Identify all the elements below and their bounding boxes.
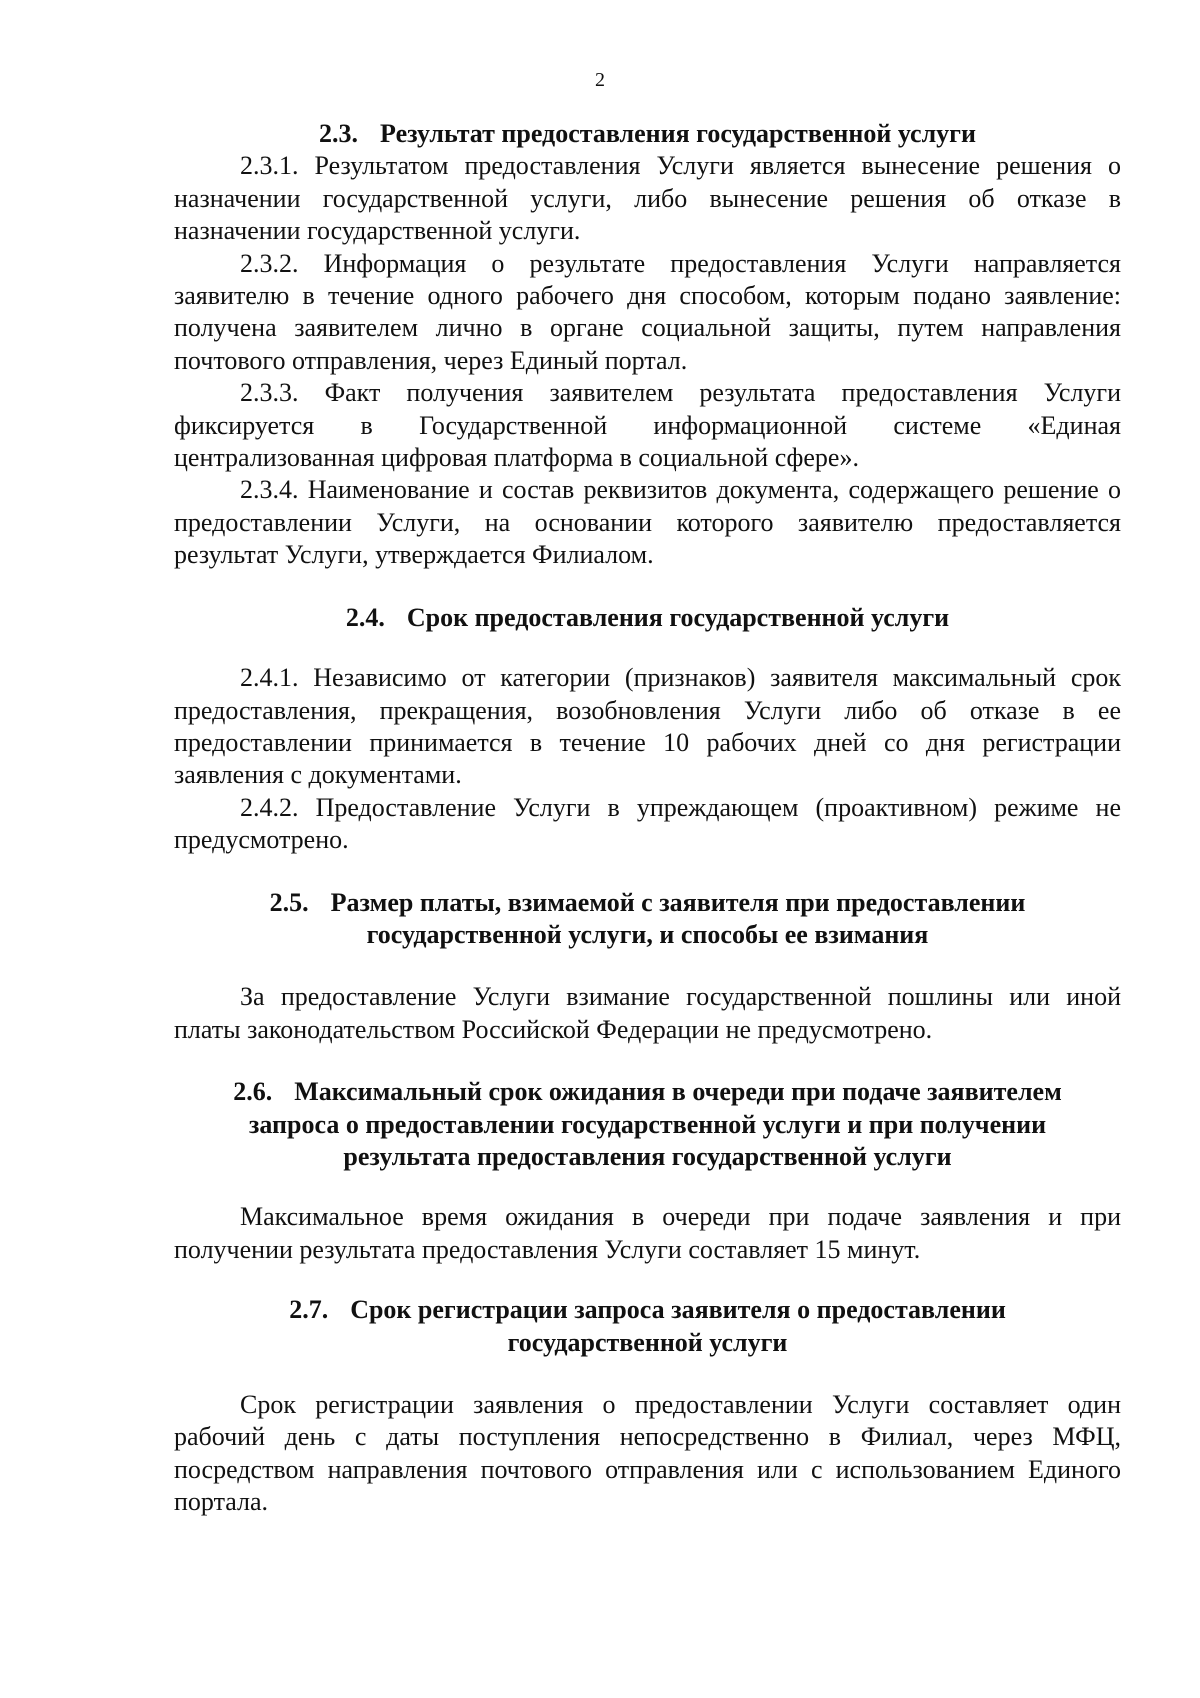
- section-number: 2.6.: [233, 1077, 273, 1107]
- section-number: 2.5.: [269, 887, 309, 917]
- section-title-line-1: Срок регистрации запроса заявителя о предоставлении: [350, 1295, 1006, 1325]
- section-heading: [174, 1294, 1121, 1326]
- paragraph: 2.3.4. Наименование и состав реквизитов документа, содержащего решение о предоставлении Услуги, на основании которого заявителю предоставляется результат Услуги, утверждается Филиалом.: [174, 475, 1121, 570]
- paragraph: Максимальное время ожидания в очереди при подаче заявления и при получении результата предоставления Услуги составляет 15 минут.: [174, 1202, 1121, 1264]
- paragraph: 2.3.1. Результатом предоставления Услуги является вынесение решения о назначении государственной услуги, либо вынесение решения об отказе в назначении государственной услуги.: [174, 151, 1121, 246]
- section-title-line-2: государственной услуги, и способы ее взимания: [366, 919, 929, 949]
- paragraph: Срок регистрации заявления о предоставлении Услуги составляет один рабочий день с даты поступления непосредственно в Филиал, через МФЦ, посредством направления почтового отправления или с использованием Единого портала.: [174, 1390, 1121, 1517]
- paragraph: 2.4.1. Независимо от категории (признаков) заявителя максимальный срок предоставления, прекращения, возобновления Услуги либо об отказе в ее предоставлении принимается в течение 10 рабочих дней со дня регистрации заявления с документами.: [174, 663, 1121, 790]
- section-heading: [174, 118, 1121, 150]
- document-body: [174, 118, 1121, 1519]
- section-2-4: [174, 602, 1121, 857]
- paragraph: За предоставление Услуги взимание государственной пошлины или иной платы законодательством Российской Федерации не предусмотрено.: [174, 982, 1121, 1044]
- section-number: 2.4.: [345, 602, 385, 632]
- section-heading: [174, 602, 1121, 634]
- page-number: 2: [595, 69, 605, 91]
- section-heading: [174, 887, 1121, 919]
- section-2-7: [174, 1294, 1121, 1518]
- section-number: 2.3.: [319, 119, 359, 148]
- paragraph: 2.4.2. Предоставление Услуги в упреждающем (проактивном) режиме не предусмотрено.: [174, 792, 1121, 855]
- section-title-line-1: Максимальный срок ожидания в очереди при подаче заявителем: [294, 1077, 1062, 1107]
- section-title-line-1: Размер платы, взимаемой с заявителя при предоставлении: [330, 887, 1026, 917]
- section-number: 2.7.: [289, 1295, 329, 1325]
- paragraph: 2.3.3. Факт получения заявителем результата предоставления Услуги фиксируется в Государственной информационной системе «Единая централизованная цифровая платформа в социальной сфере».: [174, 378, 1121, 473]
- paragraph: 2.3.2. Информация о результате предоставления Услуги направляется заявителю в течение одного рабочего дня способом, которым подано заявление: получена заявителем лично в органе социальной защиты, путем направления почтового отправления, через Единый портал.: [174, 248, 1121, 375]
- section-title-line-2: запроса о предоставлении государственной услуги и при получении: [248, 1109, 1047, 1139]
- section-2-6: [174, 1076, 1121, 1266]
- section-title: Результат предоставления государственной услуги: [380, 119, 976, 148]
- section-2-5: [174, 887, 1121, 1047]
- section-heading: [174, 1076, 1121, 1108]
- section-title-line-3: результата предоставления государственной услуги: [343, 1141, 952, 1171]
- section-2-3: [174, 118, 1121, 572]
- section-title: Срок предоставления государственной услуги: [406, 602, 950, 632]
- section-title-line-2: государственной услуги: [507, 1327, 788, 1357]
